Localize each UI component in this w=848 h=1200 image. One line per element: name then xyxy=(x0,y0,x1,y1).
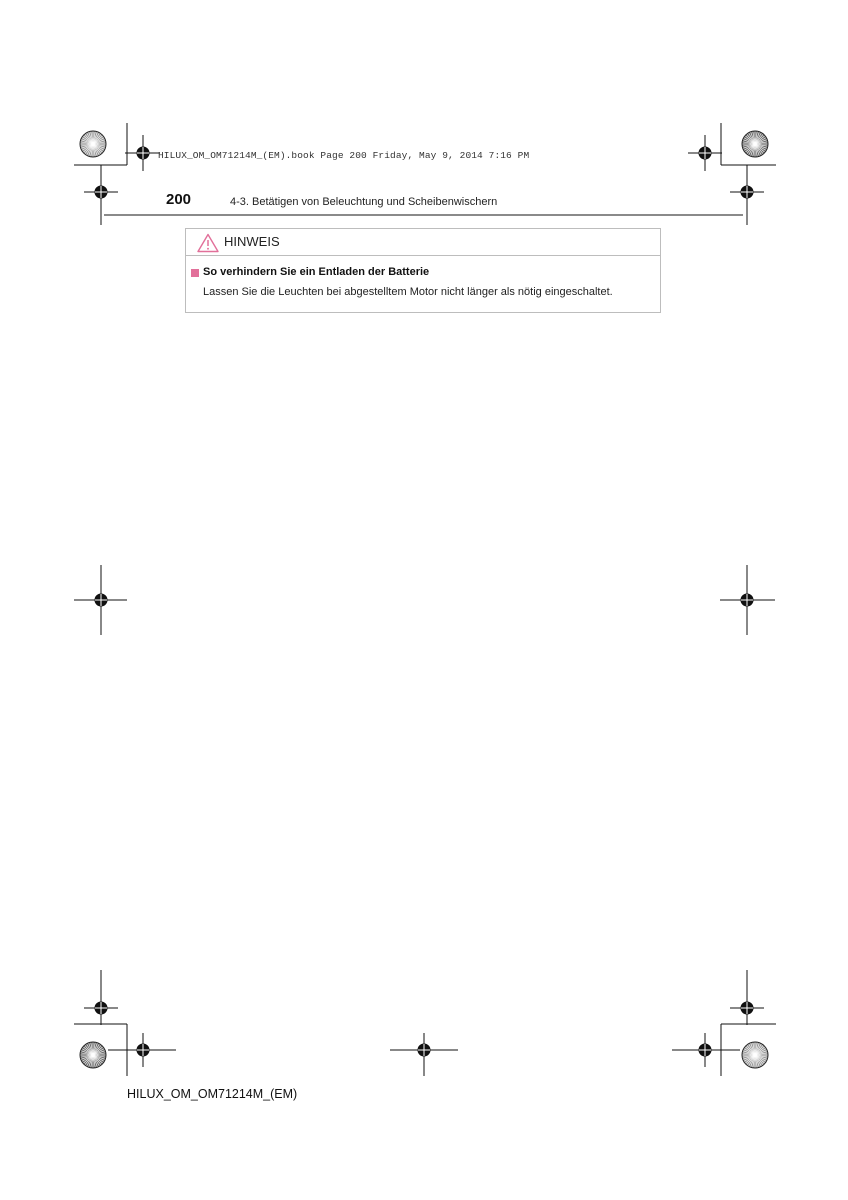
starburst-bottom-right xyxy=(742,1042,768,1068)
registration-mark-bottom-right-1 xyxy=(672,1033,740,1067)
registration-mark-top-left-1 xyxy=(125,135,160,171)
starburst-top-left xyxy=(80,131,106,157)
header-rule xyxy=(104,214,743,216)
registration-mark-mid-left xyxy=(74,565,127,635)
warning-triangle-icon xyxy=(197,233,219,253)
bullet-square xyxy=(191,269,199,277)
starburst-top-right xyxy=(742,131,768,157)
notice-heading: So verhindern Sie ein Entladen der Batterie xyxy=(203,266,430,278)
starburst-bottom-left xyxy=(80,1042,106,1068)
notice-text: Lassen Sie die Leuchten bei abgestelltem Motor nicht länger als nötig eingeschaltet. xyxy=(203,286,613,298)
registration-mark-mid-right xyxy=(720,565,775,635)
registration-mark-top-right-2 xyxy=(730,175,764,209)
registration-mark-bottom-center xyxy=(390,1033,458,1076)
notice-header xyxy=(186,229,660,256)
registration-mark-bottom-right-2 xyxy=(730,991,764,1025)
registration-mark-bottom-left-2 xyxy=(108,1033,176,1067)
section-title: 4-3. Betätigen von Beleuchtung und Scheibenwischern xyxy=(230,196,498,208)
notice-title: HINWEIS xyxy=(224,234,280,249)
registration-mark-top-right-1 xyxy=(688,135,722,171)
footer-code: HILUX_OM_OM71214M_(EM) xyxy=(127,1087,298,1101)
print-info-line: HILUX_OM_OM71214M_(EM).book Page 200 Friday, May 9, 2014 7:16 PM xyxy=(158,150,530,161)
registration-mark-top-left-2 xyxy=(84,175,118,209)
registration-mark-bottom-left-1 xyxy=(84,991,118,1025)
page-number: 200 xyxy=(166,191,192,208)
notice-box xyxy=(185,228,661,313)
